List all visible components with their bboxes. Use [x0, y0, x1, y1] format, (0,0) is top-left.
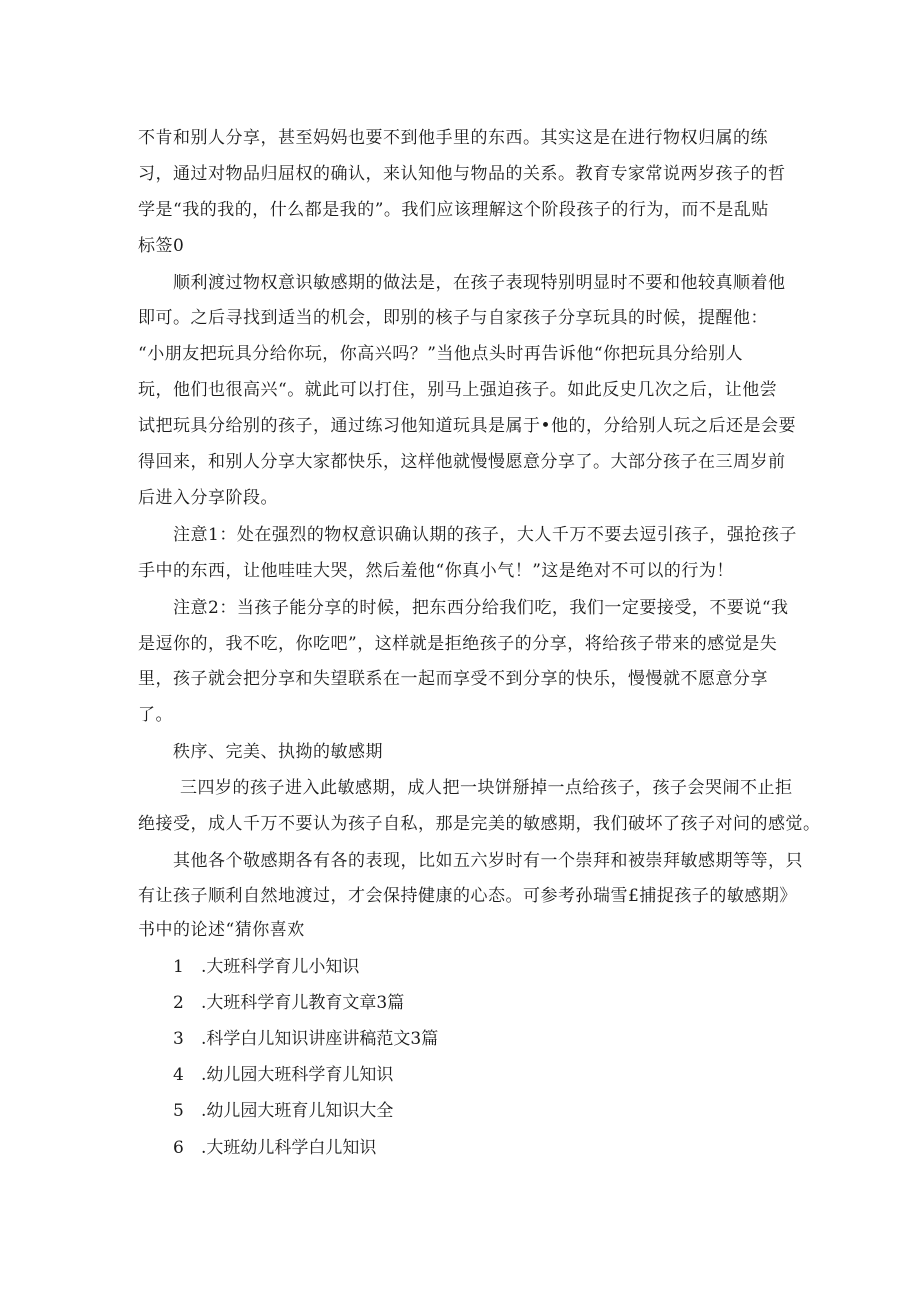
- paragraph-line: 即可。之后寻找到适当的机会，即别的核子与自家孩子分享玩具的时候，提醒他：: [138, 308, 768, 328]
- related-article-link[interactable]: [173, 955, 359, 979]
- related-article-link[interactable]: [173, 1099, 393, 1123]
- paragraph-line: 绝接受，成人千万不要认为孩子自私，那是完美的敏感期，我们破坏了孩子对问的感觉。: [138, 814, 821, 834]
- list-number: 4: [173, 1065, 184, 1085]
- paragraph-line: 注意2：当孩子能分享的时候，把东西分给我们吃，我们一定要接受，不要说“我: [173, 598, 789, 618]
- related-article-link[interactable]: [173, 991, 404, 1015]
- list-title: .科学白儿知识讲座讲稿范文3篇: [201, 1029, 439, 1049]
- list-title: .大班科学育儿教育文章3篇: [201, 993, 405, 1013]
- list-number: 3: [173, 1029, 184, 1049]
- list-title: .大班幼儿科学白儿知识: [201, 1138, 377, 1158]
- list-number: 1: [173, 957, 184, 977]
- section-heading: 秩序、完美、执拗的敏感期: [173, 742, 383, 762]
- paragraph-line: 了。: [138, 705, 173, 725]
- related-article-link[interactable]: [173, 1063, 393, 1087]
- paragraph-line: 试把玩具分给别的孩子，通过练习他知道玩具是属于•他的，分给别人玩之后还是会要: [138, 416, 797, 436]
- paragraph-line: 不肯和别人分享，甚至妈妈也要不到他手里的东西。其实这是在进行物权归属的练: [138, 128, 768, 148]
- list-number: 6: [173, 1138, 184, 1158]
- paragraph-line: “小朋友把玩具分给你玩，你高兴吗？”当他点头时再告诉他“你把玩具分给别人: [138, 344, 744, 364]
- related-article-link[interactable]: [173, 1027, 438, 1051]
- paragraph-line: 手中的东西，让他哇哇大哭，然后羞他“你真小气！”这是绝对不可以的行为！: [138, 561, 734, 581]
- paragraph-line: 有让孩子顺利自然地渡过，才会保持健康的心态。可参考孙瑞雪£捕捉孩子的敏感期》: [138, 886, 797, 906]
- paragraph-line: 学是“我的我的，什么都是我的”。我们应该理解这个阶段孩子的行为，而不是乱贴: [138, 200, 769, 220]
- paragraph-line: 三四岁的孩子进入此敏感期，成人把一块饼掰掉一点给孩子，孩子会哭闹不止拒: [180, 778, 793, 798]
- list-number: 5: [173, 1101, 184, 1121]
- paragraph-line: 里，孩子就会把分享和失望联系在一起而享受不到分享的快乐，慢慢就不愿意分享: [138, 669, 768, 689]
- paragraph-line: 习，通过对物品归屈权的确认，来认知他与物品的关系。教育专家常说两岁孩子的哲: [138, 164, 786, 184]
- list-title: .幼儿园大班科学育儿知识: [201, 1065, 394, 1085]
- paragraph-line: 标签0: [138, 236, 185, 256]
- paragraph-line: 书中的论述“猜你喜欢: [138, 920, 305, 940]
- list-number: 2: [173, 993, 184, 1013]
- paragraph-line: 玩，他们也很高兴“。就此可以打住，别马上强迫孩子。如此反史几次之后，让他尝: [138, 380, 778, 400]
- list-title: .幼儿园大班育儿知识大全: [201, 1101, 394, 1121]
- paragraph-line: 得回来，和别人分享大家都快乐，这样他就慢慢愿意分享了。大部分孩子在三周岁前: [138, 452, 786, 472]
- paragraph-line: 其他各个敬感期各有各的表现，比如五六岁时有一个崇拜和被崇拜敏感期等等，只: [173, 851, 803, 871]
- list-title: .大班科学育儿小知识: [201, 957, 360, 977]
- paragraph-line: 是逗你的，我不吃，你吃吧”，这样就是拒绝孩子的分享，将给孩子带来的感觉是失: [138, 634, 778, 654]
- paragraph-line: 注意1：处在强烈的物权意识确认期的孩子，大人千万不要去逗引孩子，强抢孩子: [173, 525, 797, 545]
- paragraph-line: 顺利渡过物权意识敏感期的做法是，在孩子表现特别明显时不要和他较真顺着他: [173, 273, 786, 293]
- related-article-link[interactable]: [173, 1136, 376, 1160]
- paragraph-line: 后进入分享阶段。: [138, 488, 278, 508]
